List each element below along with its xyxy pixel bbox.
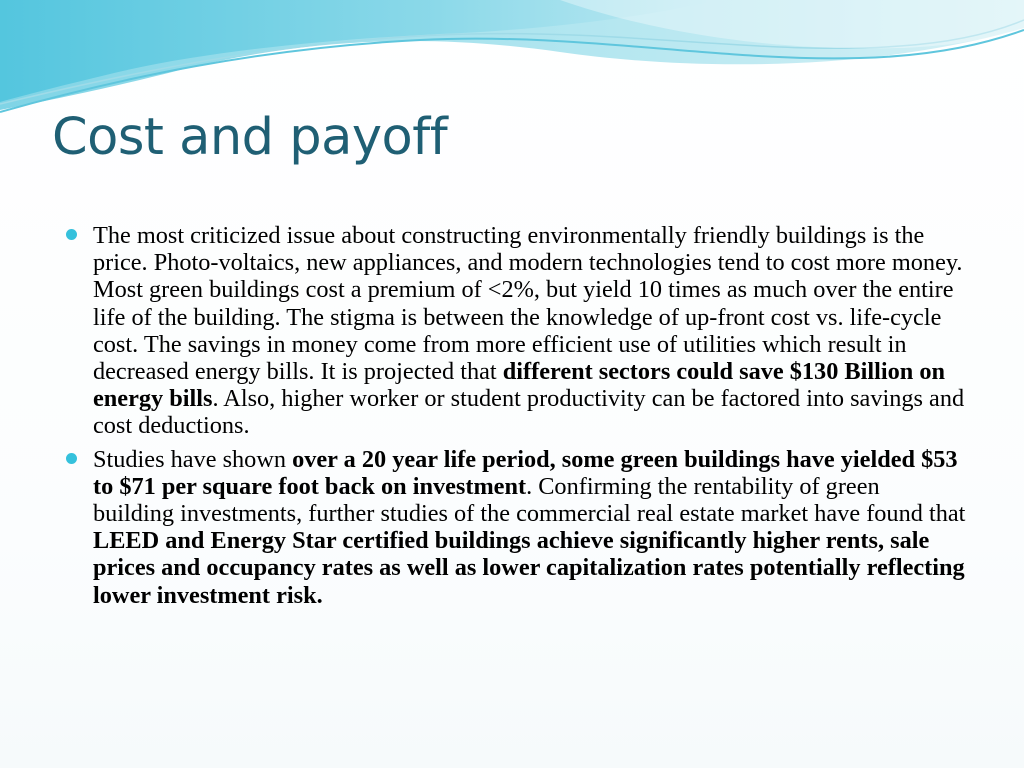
bullet-text-segment: Studies have shown <box>93 445 293 473</box>
bullet-text-segment: . Confirming the rentability of green building investments, further studies of the commercial real estate market have found that <box>93 472 966 528</box>
bullet-list <box>66 222 966 615</box>
bullet-bold-segment: over a 20 year life period, some green buildings have yielded $53 to $71 per square foot back on investment <box>93 445 958 500</box>
bullet-bold-segment: LEED and Energy Star certified buildings achieve significantly higher rents, sale prices and occupancy rates as well as lower capitalization rates potentially reflecting lower investment risk. <box>93 527 965 609</box>
bullet-item <box>66 446 966 609</box>
bullet-text-segment: . Also, higher worker or student productivity can be factored into savings and cost deductions. <box>93 385 965 440</box>
slide-title: Cost and payoff <box>52 108 448 167</box>
bullet-dot-icon <box>66 453 77 464</box>
bullet-item <box>66 222 966 440</box>
bullet-bold-segment: different sectors could save $130 Billion on energy bills <box>93 358 946 413</box>
bullet-dot-icon <box>66 229 77 240</box>
bullet-text-segment: The most criticized issue about constructing environmentally friendly buildings is the price. Photo-voltaics, new appliances, and modern technologies tend to cost more money. Most green buildings cost a premium of <2%, but yield 10 times as much over the entire life of the building. The stigma is between the knowledge of up-front cost vs. life-cycle cost. The savings in money come from more efficient use of utilities which result in decreased energy bills. It is projected that <box>93 222 963 386</box>
